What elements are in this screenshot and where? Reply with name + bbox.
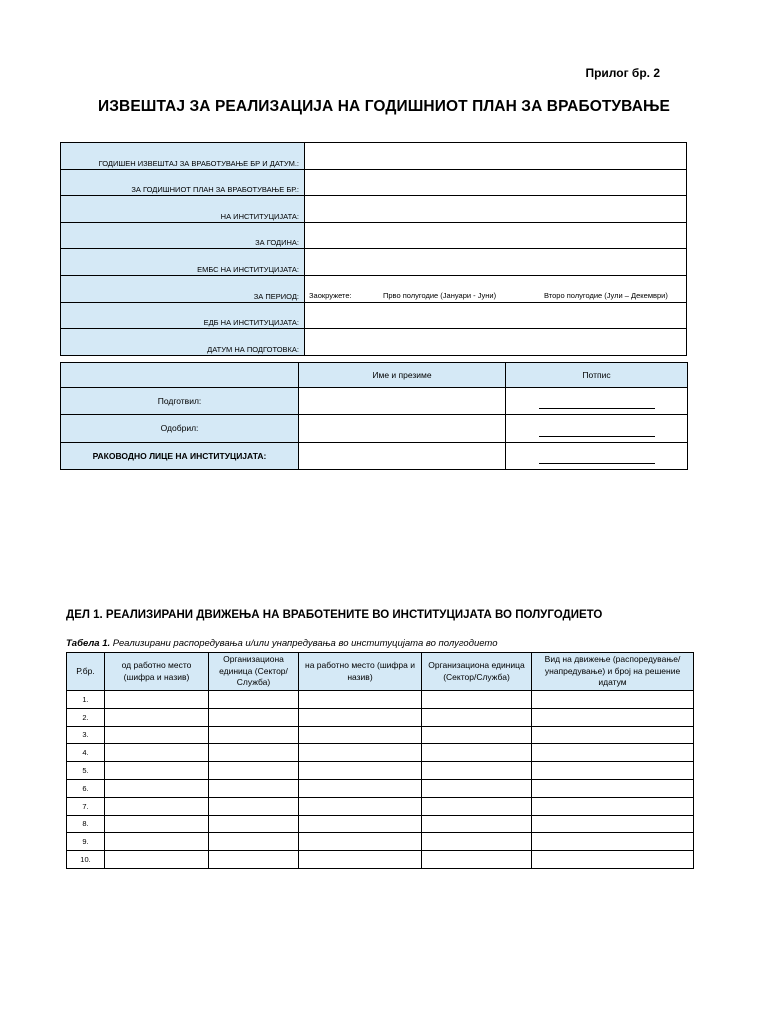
- to-unit-cell[interactable]: [422, 779, 532, 797]
- table-caption: [66, 638, 498, 649]
- info-row: [61, 302, 687, 329]
- to-position-cell[interactable]: [299, 726, 422, 744]
- period-instruction: Заокружете:: [309, 290, 352, 300]
- signature-line[interactable]: [506, 415, 688, 443]
- from-unit-cell[interactable]: [209, 708, 299, 726]
- from-unit-cell[interactable]: [209, 797, 299, 815]
- info-row: [61, 275, 687, 302]
- signatures-table: [60, 362, 688, 470]
- movements-body: [67, 691, 694, 869]
- header-signature: Потпис: [506, 363, 688, 388]
- year-field[interactable]: [305, 222, 687, 249]
- info-label: НА ИНСТИТУЦИЈАТА:: [61, 196, 305, 223]
- to-unit-cell[interactable]: [422, 762, 532, 780]
- movement-type-cell[interactable]: [532, 691, 694, 709]
- table-row: [67, 815, 694, 833]
- to-position-cell[interactable]: [299, 797, 422, 815]
- to-position-cell[interactable]: [299, 833, 422, 851]
- info-row: [61, 249, 687, 276]
- to-unit-cell[interactable]: [422, 691, 532, 709]
- table-row: [67, 726, 694, 744]
- row-number: 4.: [67, 744, 105, 762]
- to-unit-cell[interactable]: [422, 815, 532, 833]
- from-position-cell[interactable]: [105, 833, 209, 851]
- caption-label: Табела 1.: [66, 638, 111, 649]
- movement-type-cell[interactable]: [532, 708, 694, 726]
- info-row: [61, 222, 687, 249]
- header-name: Име и презиме: [299, 363, 506, 388]
- from-position-cell[interactable]: [105, 797, 209, 815]
- from-unit-cell[interactable]: [209, 851, 299, 869]
- report-number-field[interactable]: [305, 143, 687, 170]
- info-label: ЗА ГОДИШНИОТ ПЛАН ЗА ВРАБОТУВАЊЕ БР.:: [61, 169, 305, 196]
- from-unit-cell[interactable]: [209, 744, 299, 762]
- caption-text: Реализирани распоредувања и/или унапредувања во институцијата во полугодието: [110, 638, 498, 649]
- signature-row: [61, 442, 688, 470]
- table-row: [67, 779, 694, 797]
- row-number: 2.: [67, 708, 105, 726]
- row-number: 6.: [67, 779, 105, 797]
- movement-type-cell[interactable]: [532, 815, 694, 833]
- col-from-position: од работно место (шифра и назив): [105, 653, 209, 691]
- period-option-second-half[interactable]: Второ полугодие (Јули – Декември): [544, 290, 668, 300]
- info-row: [61, 143, 687, 170]
- to-unit-cell[interactable]: [422, 797, 532, 815]
- plan-number-field[interactable]: [305, 169, 687, 196]
- movements-table: [66, 652, 694, 869]
- table-row: [67, 762, 694, 780]
- info-label: ЗА ГОДИНА:: [61, 222, 305, 249]
- institution-field[interactable]: [305, 196, 687, 223]
- info-row: [61, 169, 687, 196]
- from-unit-cell[interactable]: [209, 691, 299, 709]
- row-number: 5.: [67, 762, 105, 780]
- signatures-header: [61, 363, 688, 388]
- annex-number: Прилог бр. 2: [585, 66, 660, 80]
- from-position-cell[interactable]: [105, 815, 209, 833]
- from-position-cell[interactable]: [105, 726, 209, 744]
- report-info-table: [60, 142, 687, 356]
- signature-row: [61, 415, 688, 443]
- from-position-cell[interactable]: [105, 779, 209, 797]
- from-unit-cell[interactable]: [209, 726, 299, 744]
- from-unit-cell[interactable]: [209, 762, 299, 780]
- col-number: Р.бр.: [67, 653, 105, 691]
- from-position-cell[interactable]: [105, 708, 209, 726]
- from-unit-cell[interactable]: [209, 779, 299, 797]
- from-position-cell[interactable]: [105, 762, 209, 780]
- section-title: ДЕЛ 1. РЕАЛИЗИРАНИ ДВИЖЕЊА НА ВРАБОТЕНИТЕ ВО ИНСТИТУЦИЈАТА ВО ПОЛУГОДИЕТО: [66, 609, 603, 621]
- to-unit-cell[interactable]: [422, 708, 532, 726]
- col-to-position: на работно место (шифра и назив): [299, 653, 422, 691]
- to-position-cell[interactable]: [299, 744, 422, 762]
- movement-type-cell[interactable]: [532, 762, 694, 780]
- to-unit-cell[interactable]: [422, 726, 532, 744]
- row-number: 1.: [67, 691, 105, 709]
- info-label: ЕМБС НА ИНСТИТУЦИЈАТА:: [61, 249, 305, 276]
- row-number: 9.: [67, 833, 105, 851]
- to-position-cell[interactable]: [299, 779, 422, 797]
- info-label: ЗА ПЕРИОД:: [61, 275, 305, 302]
- col-from-unit: Организациона единица (Сектор/Служба): [209, 653, 299, 691]
- header-empty-cell: [61, 363, 299, 388]
- table-row: [67, 708, 694, 726]
- table-row: [67, 744, 694, 762]
- col-movement-type: Вид на движење (распоредување/унапредување) и број на решение идатум: [532, 653, 694, 691]
- info-label: ГОДИШЕН ИЗВЕШТАЈ ЗА ВРАБОТУВАЊЕ БР И ДАТУМ.:: [61, 143, 305, 170]
- name-field[interactable]: [299, 387, 506, 415]
- table-row: [67, 851, 694, 869]
- info-row: [61, 329, 687, 356]
- row-number: 3.: [67, 726, 105, 744]
- table-row: [67, 797, 694, 815]
- role-prepared-by: Подготвил:: [61, 387, 299, 415]
- movement-type-cell[interactable]: [532, 797, 694, 815]
- movement-type-cell[interactable]: [532, 726, 694, 744]
- role-approved-by: Одобрил:: [61, 415, 299, 443]
- from-position-cell[interactable]: [105, 851, 209, 869]
- to-position-cell[interactable]: [299, 851, 422, 869]
- row-number: 8.: [67, 815, 105, 833]
- to-unit-cell[interactable]: [422, 744, 532, 762]
- period-field: [305, 275, 687, 302]
- to-position-cell[interactable]: [299, 762, 422, 780]
- from-unit-cell[interactable]: [209, 815, 299, 833]
- row-number: 7.: [67, 797, 105, 815]
- col-to-unit: Организациона единица (Сектор/Служба): [422, 653, 532, 691]
- movement-type-cell[interactable]: [532, 833, 694, 851]
- signature-row: [61, 387, 688, 415]
- to-position-cell[interactable]: [299, 708, 422, 726]
- info-label: ДАТУМ НА ПОДГОТОВКА:: [61, 329, 305, 356]
- embs-field[interactable]: [305, 249, 687, 276]
- movement-type-cell[interactable]: [532, 744, 694, 762]
- signature-line[interactable]: [506, 442, 688, 470]
- movements-header-row: [67, 653, 694, 691]
- info-label: ЕДБ НА ИНСТИТУЦИЈАТА:: [61, 302, 305, 329]
- table-row: [67, 691, 694, 709]
- from-position-cell[interactable]: [105, 691, 209, 709]
- to-unit-cell[interactable]: [422, 851, 532, 869]
- from-unit-cell[interactable]: [209, 833, 299, 851]
- to-position-cell[interactable]: [299, 815, 422, 833]
- to-unit-cell[interactable]: [422, 833, 532, 851]
- name-field[interactable]: [299, 442, 506, 470]
- role-head-of-institution: РАКОВОДНО ЛИЦЕ НА ИНСТИТУЦИЈАТА:: [61, 442, 299, 470]
- to-position-cell[interactable]: [299, 691, 422, 709]
- preparation-date-field[interactable]: [305, 329, 687, 356]
- info-row: [61, 196, 687, 223]
- table-row: [67, 833, 694, 851]
- movement-type-cell[interactable]: [532, 779, 694, 797]
- from-position-cell[interactable]: [105, 744, 209, 762]
- period-option-first-half[interactable]: Прво полугодие (Јануари - Јуни): [383, 290, 497, 300]
- row-number: 10.: [67, 851, 105, 869]
- document-title: ИЗВЕШТАЈ ЗА РЕАЛИЗАЦИЈА НА ГОДИШНИОТ ПЛАН ЗА ВРАБОТУВАЊЕ: [97, 98, 670, 115]
- signature-line[interactable]: [506, 387, 688, 415]
- movement-type-cell[interactable]: [532, 851, 694, 869]
- name-field[interactable]: [299, 415, 506, 443]
- edb-field[interactable]: [305, 302, 687, 329]
